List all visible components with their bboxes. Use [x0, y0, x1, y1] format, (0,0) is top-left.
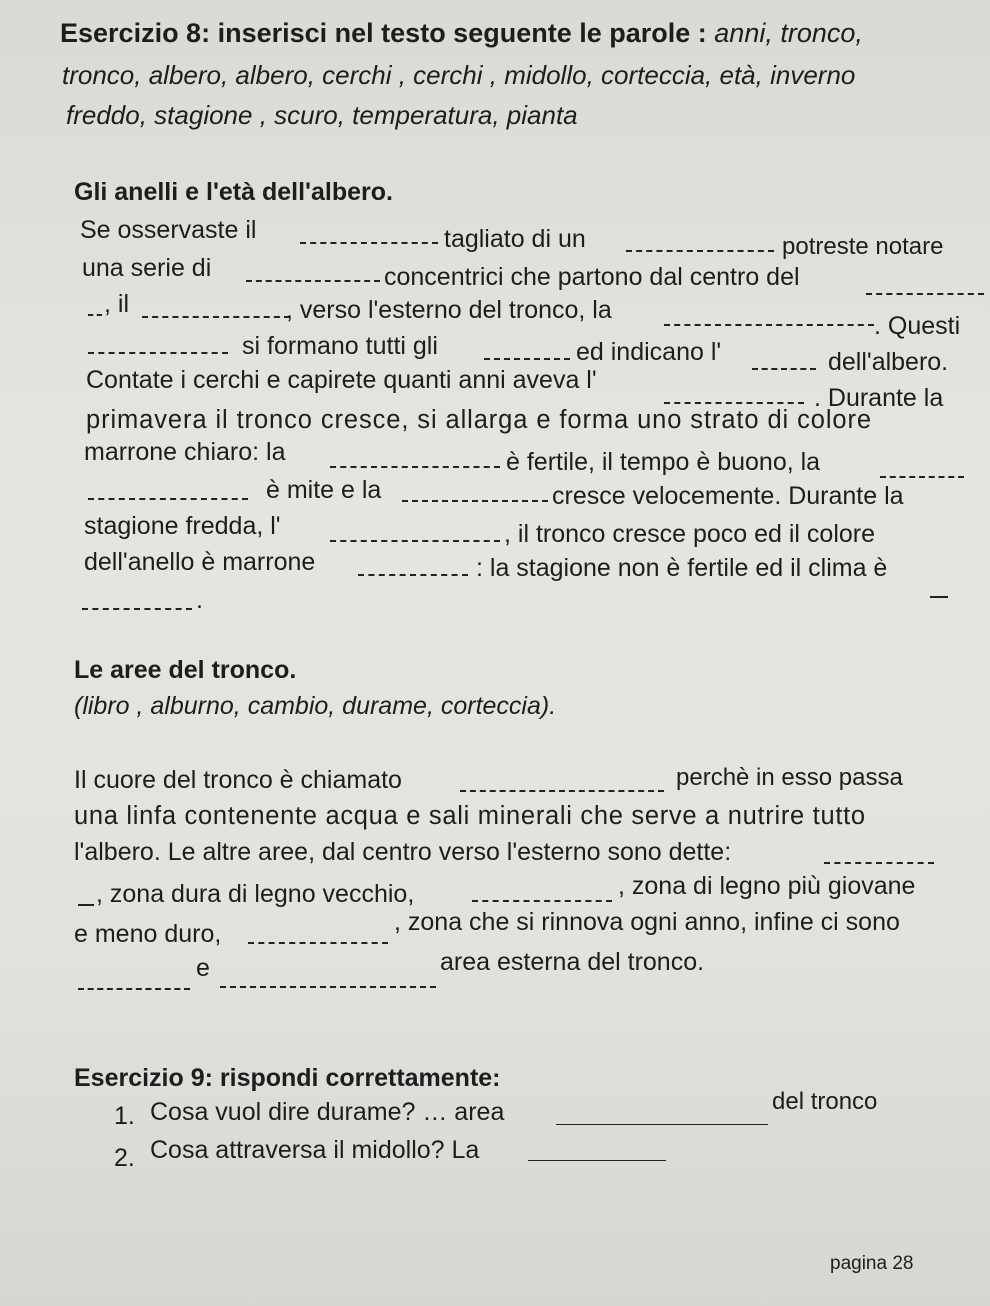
text-line: Contate i cerchi e capirete quanti anni aveva l'	[86, 366, 597, 394]
text-line: area esterna del tronco.	[440, 948, 705, 976]
exercise-8-heading	[60, 20, 863, 47]
text-line: dell'albero.	[828, 348, 949, 376]
text-line: stagione fredda, l'	[84, 512, 281, 540]
word-list-part-3: freddo, stagione , scuro, temperatura, pianta	[66, 100, 578, 130]
fill-blank[interactable]	[88, 498, 248, 500]
text-line: una linfa contenente acqua e sali minerali che serve a nutrire tutto	[74, 802, 866, 830]
fill-blank[interactable]	[248, 942, 388, 944]
text-line: , il tronco cresce poco ed il colore	[504, 520, 876, 548]
fill-blank[interactable]	[220, 986, 436, 988]
text-line: e meno duro,	[74, 920, 222, 948]
question-1-text: Cosa vuol dire durame? … area	[150, 1098, 505, 1126]
text-line: . Questi	[874, 312, 961, 340]
question-1-tail: del tronco	[772, 1088, 878, 1115]
fill-blank[interactable]	[880, 476, 964, 478]
answer-line[interactable]	[556, 1124, 768, 1125]
text-line: , verso l'esterno del tronco, la	[286, 296, 612, 324]
fill-blank[interactable]	[824, 862, 934, 864]
page-number: pagina 28	[830, 1253, 914, 1274]
fill-blank[interactable]	[78, 904, 94, 906]
trunk-areas-word-list: (libro , alburno, cambio, durame, corteccia).	[74, 692, 557, 720]
fill-blank[interactable]	[358, 574, 468, 576]
text-line: Il cuore del tronco è chiamato	[74, 766, 402, 794]
text-line: perchè in esso passa	[676, 764, 903, 791]
answer-line[interactable]	[528, 1160, 666, 1161]
fill-blank[interactable]	[472, 900, 612, 902]
question-1-number: 1.	[114, 1102, 135, 1130]
fill-blank[interactable]	[246, 280, 380, 282]
text-line: primavera il tronco cresce, si allarga e forma uno strato di colore	[86, 406, 872, 434]
text-line: è fertile, il tempo è buono, la	[506, 448, 821, 476]
text-line: , zona che si rinnova ogni anno, infine ci sono	[394, 908, 900, 936]
text-line: cresce velocemente. Durante la	[552, 482, 904, 510]
text-line: . Durante la	[814, 384, 944, 412]
fill-blank[interactable]	[300, 242, 438, 244]
fill-blank[interactable]	[330, 540, 500, 542]
fill-blank[interactable]	[330, 466, 500, 468]
word-list-part-2: tronco, albero, albero, cerchi , cerchi , midollo, corteccia, età, inverno	[62, 60, 856, 90]
exercise-8-instruction: inserisci nel testo seguente le parole :	[217, 18, 707, 48]
fill-blank[interactable]	[88, 314, 102, 316]
text-line: .	[196, 586, 203, 614]
text-line: marrone chiaro: la	[84, 438, 286, 466]
fill-blank[interactable]	[78, 988, 190, 990]
question-2-text: Cosa attraversa il midollo? La	[150, 1136, 480, 1164]
text-line: , il	[104, 290, 129, 318]
text-line: si formano tutti gli	[242, 332, 438, 360]
text-line: , zona dura di legno vecchio,	[96, 880, 415, 908]
question-2-number: 2.	[114, 1144, 135, 1172]
word-list-part-1: anni, tronco,	[714, 18, 863, 48]
exercise-8-label: Esercizio 8:	[60, 18, 211, 48]
text-line: concentrici che partono dal centro del	[384, 263, 800, 291]
fill-blank[interactable]	[626, 250, 774, 252]
fill-blank[interactable]	[484, 358, 570, 360]
fill-blank[interactable]	[664, 402, 804, 404]
text-line: è mite e la	[266, 476, 382, 504]
text-line: ed indicano l'	[576, 338, 722, 366]
fill-blank[interactable]	[866, 293, 984, 295]
fill-blank[interactable]	[664, 324, 874, 326]
exercise-9-heading: Esercizio 9: rispondi correttamente:	[74, 1064, 501, 1092]
fill-blank[interactable]	[88, 352, 228, 354]
text-line: , zona di legno più giovane	[618, 872, 916, 900]
fill-blank[interactable]	[930, 596, 948, 598]
fill-blank[interactable]	[402, 500, 548, 502]
text-line: potreste notare	[782, 233, 944, 260]
text-line: e	[196, 954, 210, 982]
text-line: una serie di	[82, 254, 212, 282]
fill-blank[interactable]	[460, 790, 664, 792]
section-title-trunk-areas: Le aree del tronco.	[74, 656, 297, 684]
section-title-rings: Gli anelli e l'età dell'albero.	[74, 178, 393, 206]
fill-blank[interactable]	[752, 368, 816, 370]
text-line: : la stagione non è fertile ed il clima è	[476, 554, 888, 582]
text-line: l'albero. Le altre aree, dal centro verso l'esterno sono dette:	[74, 838, 732, 866]
fill-blank[interactable]	[142, 316, 290, 318]
fill-blank[interactable]	[82, 608, 192, 610]
text-line: dell'anello è marrone	[84, 548, 316, 576]
text-line: Se osservaste il	[80, 216, 257, 244]
text-line: tagliato di un	[444, 225, 586, 253]
